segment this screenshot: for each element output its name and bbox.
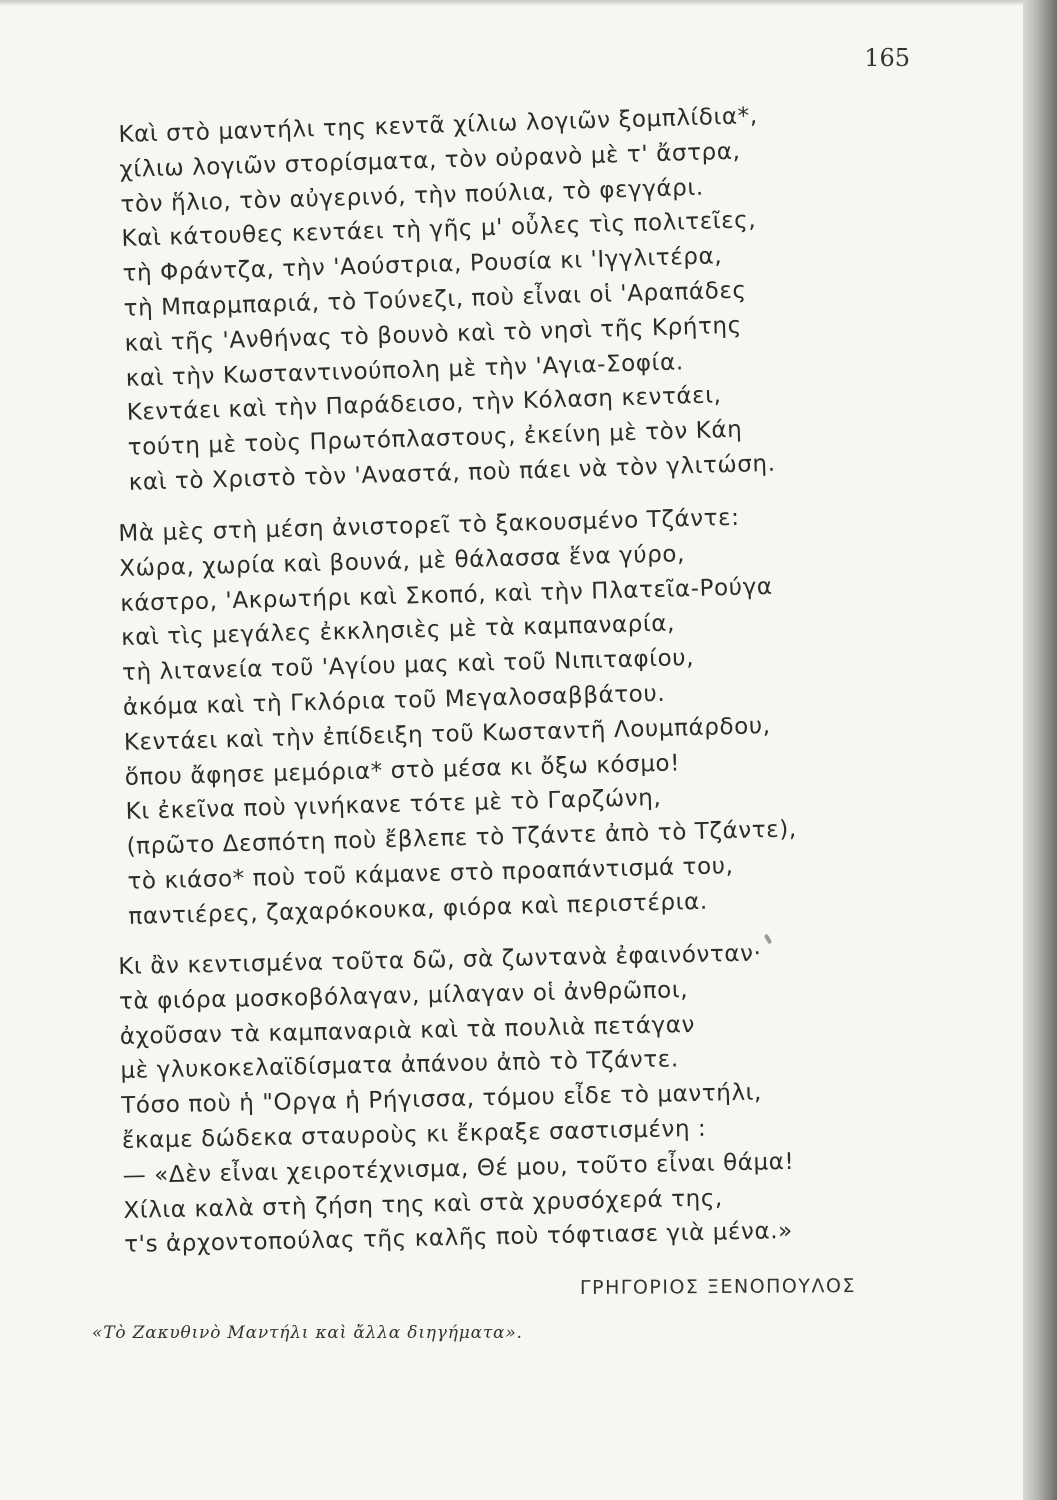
page-top-shadow: [0, 0, 1057, 6]
poem-body: [118, 103, 918, 1264]
poem-line: τὴ Φράντζα, τὴν 'Αούστρια, Ρουσία κι 'Ιγγλιτέρα,: [122, 243, 723, 288]
poem-line: τούτη μὲ τοὺς Πρωτόπλαστους, ἐκείνη μὲ τὸν Κάη: [127, 416, 743, 462]
poem-line: Τόσο ποὺ ἡ "Οργα ἡ Ρήγισσα, τόμου εἶδε τὸ μαντήλι,: [120, 1080, 763, 1120]
poem-line: Καὶ στὸ μαντήλι της κεντᾶ χίλιω λογιῶν ξομπλίδια*,: [118, 103, 759, 148]
poem-line: Μὰ μὲς στὴ μέση ἀνιστορεῖ τὸ ξακουσμένο Τζάντε:: [118, 504, 740, 547]
author-name: ΓΡΗΓΟΡΙΟΣ ΞΕΝΟΠΟΥΛΟΣ: [579, 1275, 856, 1299]
poem-line: τὸ κιάσο* ποὺ τοῦ κάμανε στὸ προαπάντισμά του,: [127, 852, 734, 895]
poem-line: ἔκαμε δώδεκα σταυροὺς κι ἔκραξε σαστισμένη :: [121, 1116, 707, 1155]
poem-line: τὴ Μπαρμπαριά, τὸ Τούνεζι, ποὺ εἶναι οἱ 'Αραπάδες: [123, 277, 747, 322]
poem-line: (πρῶτο Δεσπότη ποὺ ἔβλεπε τὸ Τζάντε ἀπὸ τὸ Τζάντε),: [126, 816, 798, 860]
poem-line: καὶ τὸ Χριστὸ τὸν 'Αναστά, ποὺ πάει νὰ τὸν γλιτώση.: [128, 450, 776, 496]
poem-line: τ's ἀρχοντοπούλας τῆς καλῆς ποὺ τόφτιασε γιὰ μένα.»: [123, 1218, 794, 1259]
poem-line: καὶ τῆς 'Ανθήνας τὸ βουνὸ καὶ τὸ νησὶ τῆς Κρήτης: [124, 312, 743, 357]
poem-line: κάστρο, 'Ακρωτήρι καὶ Σκοπό, καὶ τὴν Πλατεῖα-Ρούγα: [119, 573, 773, 617]
poem-line: καὶ τὴν Κωσταντινούπολη μὲ τὴν 'Αγια-Σοφία.: [125, 348, 685, 392]
poem-line: — «Δὲν εἶναι χειροτέχνισμα, Θέ μου, τοῦτο εἶναι θάμα!: [122, 1148, 795, 1190]
poem-line: Κι ἂν κεντισμένα τοῦτα δῶ, σὰ ζωντανὰ ἐφαινόνταν·: [118, 940, 762, 981]
poem-line: τὰ φιόρα μοσκοβόλαγαν, μίλαγαν οἱ ἀνθρῶποι,: [118, 977, 689, 1016]
poem-line: Χίλια καλὰ στὴ ζήση της καὶ στὰ χρυσόχερά της,: [123, 1185, 724, 1224]
poem-line: τὴ λιτανεία τοῦ 'Αγίου μας καὶ τοῦ Νιπιταφίου,: [121, 644, 695, 686]
poem-line: Χώρα, χωρία καὶ βουνά, μὲ θάλασσα ἕνα γύρο,: [119, 540, 686, 582]
poem-line: Κεντάει καὶ τὴν ἐπίδειξη τοῦ Κωσταντῆ Λουμπάρδου,: [123, 712, 771, 756]
poem-line: ὅπου ἄφησε μεμόρια* στὸ μέσα κι ὄξω κόσμο!: [124, 749, 681, 791]
source-citation: «Τὸ Ζακυθινὸ Μαντήλι καὶ ἄλλα διηγήματα».: [92, 1323, 523, 1343]
stanza-2: [118, 496, 929, 934]
poem-line: μὲ γλυκοκελαϊδίσματα ἀπάνου ἀπὸ τὸ Τζάντε.: [120, 1047, 680, 1085]
poem-line: τὸν ἥλιο, τὸν αὐγερινό, τὴν πούλια, τὸ φεγγάρι.: [120, 174, 705, 218]
stanza-3: [118, 934, 924, 1264]
poem-line: παντιέρες, ζαχαρόκουκα, φιόρα καὶ περιστέρια.: [128, 888, 709, 930]
poem-line: ἀκόμα καὶ τὴ Γκλόρια τοῦ Μεγαλοσαββάτου.: [122, 680, 666, 721]
poem-line: χίλιω λογιῶν στορίσματα, τὸν οὐρανὸ μὲ τ' ἄστρα,: [119, 138, 741, 183]
poem-line: Κι ἐκεῖνα ποὺ γινήκανε τότε μὲ τὸ Γαρζώνη,: [125, 785, 662, 826]
page-number: 165: [864, 44, 910, 72]
poem-line: ἀχοῦσαν τὰ καμπαναριὰ καὶ τὰ πουλιὰ πετάγαν: [119, 1011, 696, 1050]
poem-line: καὶ τὶς μεγάλες ἐκκλησιὲς μὲ τὰ καμπαναρία,: [120, 610, 676, 652]
page-binding-edge: [1023, 0, 1057, 1500]
poem-line: Καὶ κάτουθες κεντάει τὴ γῆς μ' οὖλες τὶς πολιτεῖες,: [121, 207, 757, 253]
poem-line: Κεντάει καὶ τὴν Παράδεισο, τὴν Κόλαση κεντάει,: [126, 382, 722, 427]
stanza-1: [118, 94, 929, 500]
